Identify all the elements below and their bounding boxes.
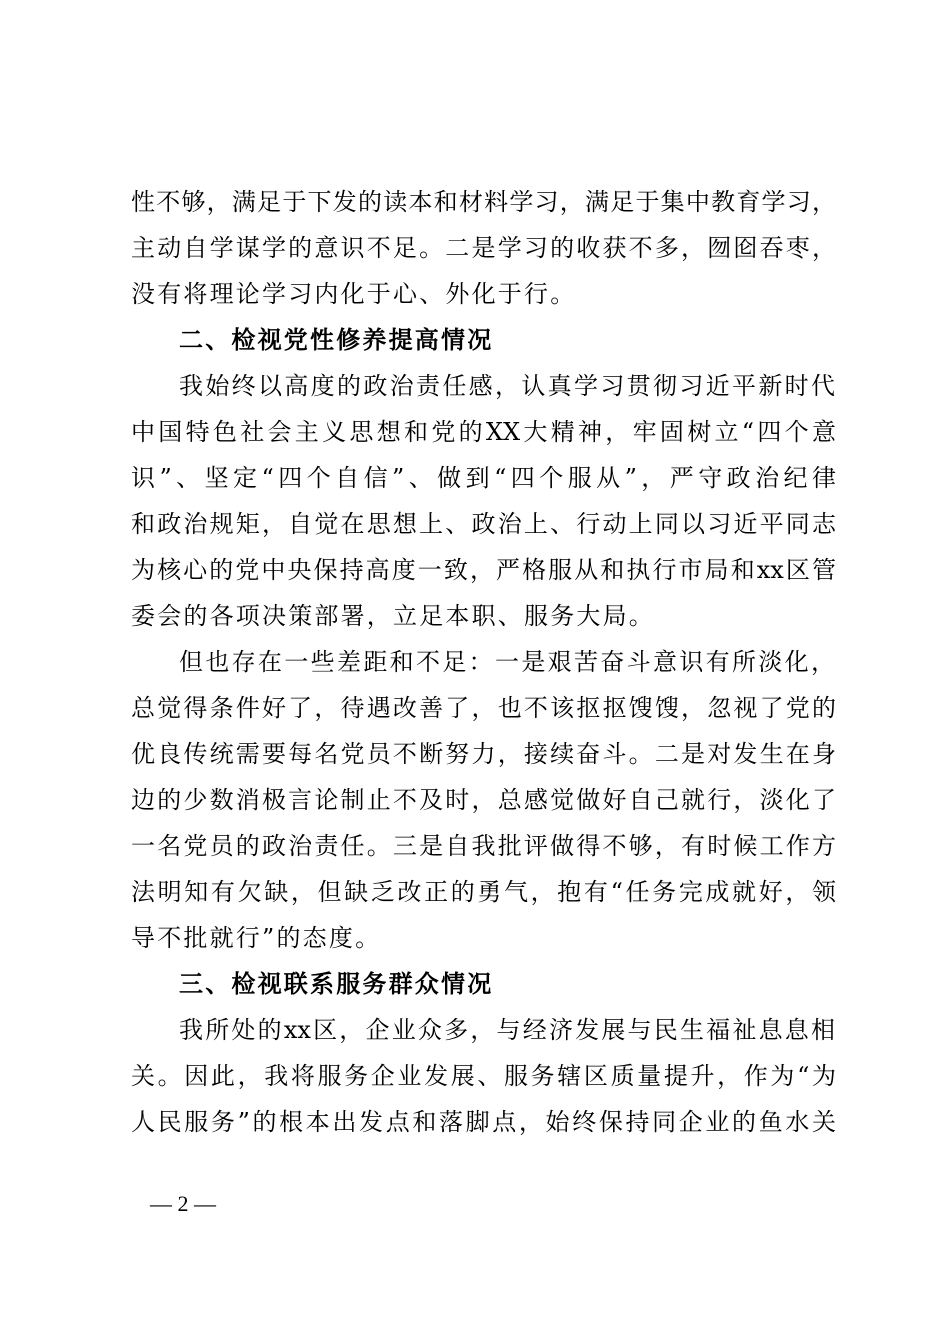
body-text-line: 一名党员的政治责任。三是自我批评做得不够，有时候工作方 (131, 832, 836, 860)
body-text-line: 关。因此，我将服务企业发展、服务辖区质量提升，作为“为 (131, 1062, 836, 1090)
body-text-line: 总觉得条件好了，待遇改善了，也不该抠抠馊馊，忽视了党的 (131, 694, 836, 722)
body-text-line: 优良传统需要每名党员不断努力，接续奋斗。二是对发生在身 (131, 740, 836, 768)
body-text-line: 为核心的党中央保持高度一致，严格服从和执行市局和xx区管 (131, 556, 836, 584)
section-heading: 三、检视联系服务群众情况 (179, 969, 494, 998)
body-text-line: 主动自学谋学的意识不足。二是学习的收获不多，囫囵吞枣， (131, 234, 836, 262)
paragraph-first-line: 我始终以高度的政治责任感，认真学习贯彻习近平新时代 (179, 372, 835, 400)
body-text-line: 人民服务”的根本出发点和落脚点，始终保持同企业的鱼水关 (131, 1108, 836, 1136)
body-text-line: 委会的各项决策部署，立足本职、服务大局。 (131, 602, 655, 630)
body-text-line: 中国特色社会主义思想和党的XX大精神，牢固树立“四个意 (131, 418, 836, 446)
body-text-line: 和政治规矩，自觉在思想上、政治上、行动上同以习近平同志 (131, 510, 836, 538)
section-heading: 二、检视党性修养提高情况 (179, 325, 494, 354)
body-text-line: 法明知有欠缺，但缺乏改正的勇气，抱有“任务完成就好，领 (131, 878, 836, 906)
page-number: — 2 — (150, 1191, 216, 1216)
body-text-line: 没有将理论学习内化于心、外化于行。 (131, 280, 577, 308)
paragraph-first-line: 我所处的xx区，企业众多，与经济发展与民生福祉息息相 (179, 1016, 835, 1044)
body-text-line: 导不批就行”的态度。 (131, 924, 382, 952)
body-text-line: 性不够，满足于下发的读本和材料学习，满足于集中教育学习， (131, 188, 836, 216)
paragraph-first-line: 但也存在一些差距和不足：一是艰苦奋斗意识有所淡化， (179, 648, 835, 676)
body-text-line: 识”、坚定“四个自信”、做到“四个服从”，严守政治纪律 (131, 464, 836, 492)
body-text-line: 边的少数消极言论制止不及时，总感觉做好自己就行，淡化了 (131, 786, 836, 814)
